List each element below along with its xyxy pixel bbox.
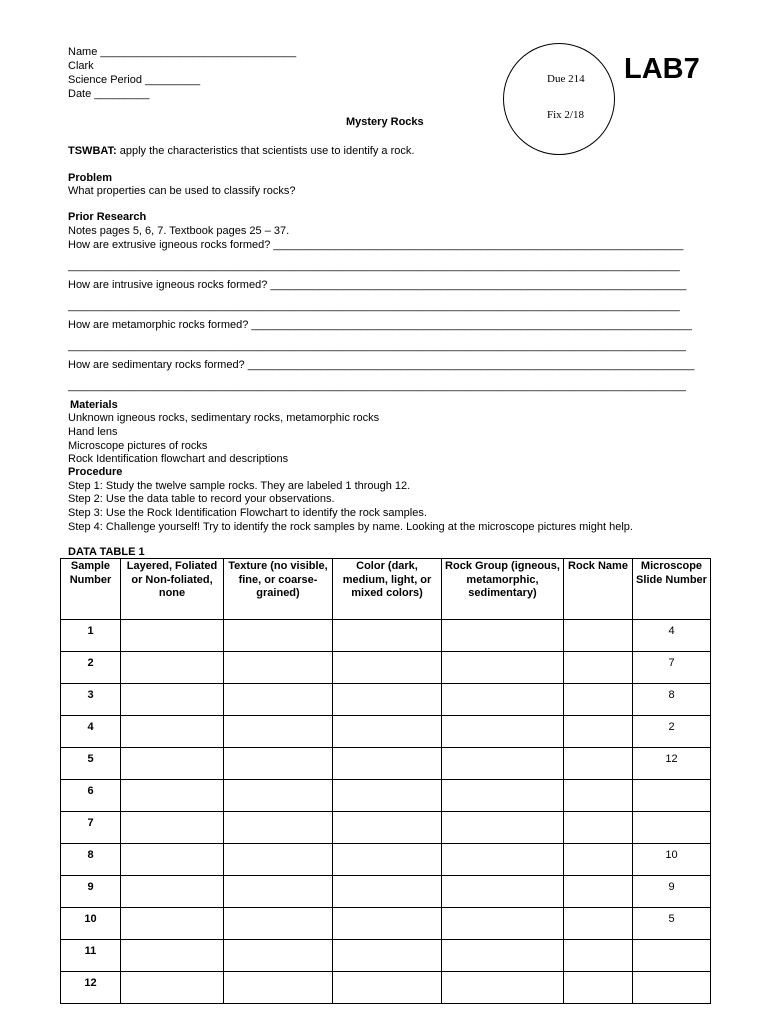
column-header-texture: Texture (no visible, fine, or coarse-grained) [224,559,333,620]
layered-cell[interactable] [121,972,224,1004]
question-intrusive: How are intrusive igneous rocks formed? ____________________________________________________________________ [68,279,687,291]
table-row [61,684,711,716]
color-cell[interactable] [333,972,442,1004]
materials-item: Microscope pictures of rocks [68,440,208,452]
rock-group-cell[interactable] [442,876,564,908]
sample-number-cell: 10 [61,908,121,940]
slide-number-cell: 12 [633,748,711,780]
sample-number-cell: 2 [61,652,121,684]
layered-cell[interactable] [121,940,224,972]
materials-item: Unknown igneous rocks, sedimentary rocks, metamorphic rocks [68,412,380,424]
answer-line: ____________________________________________________________________________________________________ [68,300,680,312]
procedure-step: Step 3: Use the Rock Identification Flowchart to identify the rock samples. [68,507,427,519]
column-header-rock-name: Rock Name [564,559,633,620]
question-metamorphic: How are metamorphic rocks formed? ________________________________________________________________________ [68,319,692,331]
texture-cell[interactable] [224,652,333,684]
layered-cell[interactable] [121,908,224,940]
texture-cell[interactable] [224,716,333,748]
rock-name-cell[interactable] [564,780,633,812]
slide-number-cell [633,972,711,1004]
rock-group-cell[interactable] [442,812,564,844]
color-cell[interactable] [333,748,442,780]
problem-heading: Problem [68,172,113,184]
texture-cell[interactable] [224,844,333,876]
slide-number-cell: 5 [633,908,711,940]
table-row [61,780,711,812]
table-row [61,940,711,972]
rock-name-cell[interactable] [564,652,633,684]
rock-name-cell[interactable] [564,716,633,748]
rock-group-cell[interactable] [442,748,564,780]
procedure-step: Step 4: Challenge yourself! Try to identify the rock samples by name. Looking at the microscope pictures might help. [68,521,633,533]
table-row [61,908,711,940]
layered-cell[interactable] [121,812,224,844]
layered-cell[interactable] [121,780,224,812]
color-cell[interactable] [333,812,442,844]
texture-cell[interactable] [224,908,333,940]
color-cell[interactable] [333,652,442,684]
science-period-line: Science Period _________ [68,74,201,86]
rock-group-cell[interactable] [442,844,564,876]
date-line: Date _________ [68,88,150,100]
column-header-layered: Layered, Foliated or Non-foliated, none [121,559,224,620]
rock-group-cell[interactable] [442,684,564,716]
table-header-row [61,559,711,620]
rock-name-cell[interactable] [564,972,633,1004]
slide-number-cell: 2 [633,716,711,748]
texture-cell[interactable] [224,972,333,1004]
materials-heading: Materials [70,399,118,411]
rock-name-cell[interactable] [564,684,633,716]
rock-group-cell[interactable] [442,716,564,748]
data-table [60,558,711,1004]
fix-note: Fix 2/18 [547,109,584,121]
texture-cell[interactable] [224,812,333,844]
table-row [61,652,711,684]
sample-number-cell: 12 [61,972,121,1004]
answer-line: _____________________________________________________________________________________________________ [68,380,686,392]
research-notes: Notes pages 5, 6, 7. Textbook pages 25 – 37. [68,225,290,237]
answer-line: _____________________________________________________________________________________________________ [68,340,686,352]
grading-stamp-circle [503,43,615,155]
texture-cell[interactable] [224,876,333,908]
materials-item: Hand lens [68,426,118,438]
slide-number-cell [633,812,711,844]
texture-cell[interactable] [224,684,333,716]
color-cell[interactable] [333,716,442,748]
texture-cell[interactable] [224,940,333,972]
column-header-rock-group: Rock Group (igneous, metamorphic, sedimentary) [442,559,564,620]
slide-number-cell: 9 [633,876,711,908]
table-row [61,812,711,844]
answer-line: ____________________________________________________________________________________________________ [68,260,680,272]
slide-number-cell [633,780,711,812]
sample-number-cell: 7 [61,812,121,844]
slide-number-cell: 4 [633,620,711,652]
rock-group-cell[interactable] [442,940,564,972]
layered-cell[interactable] [121,684,224,716]
layered-cell[interactable] [121,748,224,780]
table-row [61,716,711,748]
question-sedimentary: How are sedimentary rocks formed? _________________________________________________________________________ [68,359,695,371]
sample-number-cell: 5 [61,748,121,780]
layered-cell[interactable] [121,652,224,684]
color-cell[interactable] [333,940,442,972]
teacher-name: Clark [68,60,94,72]
rock-name-cell[interactable] [564,940,633,972]
color-cell[interactable] [333,684,442,716]
rock-group-cell[interactable] [442,620,564,652]
rock-name-cell[interactable] [564,812,633,844]
sample-number-cell: 3 [61,684,121,716]
color-cell[interactable] [333,780,442,812]
column-header-color: Color (dark, medium, light, or mixed colors) [333,559,442,620]
color-cell[interactable] [333,620,442,652]
table-row [61,748,711,780]
rock-group-cell[interactable] [442,652,564,684]
column-header-sample-number: Sample Number [61,559,121,620]
rock-name-cell[interactable] [564,876,633,908]
research-heading: Prior Research [68,211,147,223]
procedure-heading: Procedure [68,466,123,478]
slide-number-cell [633,940,711,972]
layered-cell[interactable] [121,876,224,908]
texture-cell[interactable] [224,620,333,652]
sample-number-cell: 9 [61,876,121,908]
name-line: Name ________________________________ [68,46,297,58]
rock-group-cell[interactable] [442,780,564,812]
rock-name-cell[interactable] [564,908,633,940]
sample-number-cell: 6 [61,780,121,812]
rock-group-cell[interactable] [442,972,564,1004]
rock-name-cell[interactable] [564,748,633,780]
procedure-step: Step 1: Study the twelve sample rocks. They are labeled 1 through 12. [68,480,411,492]
tswbat-text: apply the characteristics that scientists use to identify a rock. [116,145,415,157]
rock-group-cell[interactable] [442,908,564,940]
color-cell[interactable] [333,876,442,908]
slide-number-cell: 10 [633,844,711,876]
sample-number-cell: 11 [61,940,121,972]
sample-number-cell: 8 [61,844,121,876]
column-header-slide-number: Microscope Slide Number [633,559,711,620]
page-title: Mystery Rocks [346,116,424,128]
sample-number-cell: 4 [61,716,121,748]
layered-cell[interactable] [121,716,224,748]
question-extrusive: How are extrusive igneous rocks formed? ___________________________________________________________________ [68,239,684,251]
lab-number: LAB7 [624,53,700,85]
table-row [61,972,711,1004]
data-table-title: DATA TABLE 1 [68,546,145,558]
tswbat-line [68,145,414,159]
slide-number-cell: 7 [633,652,711,684]
slide-number-cell: 8 [633,684,711,716]
rock-name-cell[interactable] [564,844,633,876]
procedure-step: Step 2: Use the data table to record your observations. [68,493,335,505]
problem-text: What properties can be used to classify rocks? [68,185,296,197]
layered-cell[interactable] [121,620,224,652]
layered-cell[interactable] [121,844,224,876]
rock-name-cell[interactable] [564,620,633,652]
texture-cell[interactable] [224,748,333,780]
materials-item: Rock Identification flowchart and descriptions [68,453,289,465]
table-row [61,844,711,876]
color-cell[interactable] [333,908,442,940]
due-note: Due 214 [547,73,585,85]
table-row [61,876,711,908]
tswbat-label: TSWBAT: [68,145,117,157]
color-cell[interactable] [333,844,442,876]
texture-cell[interactable] [224,780,333,812]
sample-number-cell: 1 [61,620,121,652]
table-row [61,620,711,652]
